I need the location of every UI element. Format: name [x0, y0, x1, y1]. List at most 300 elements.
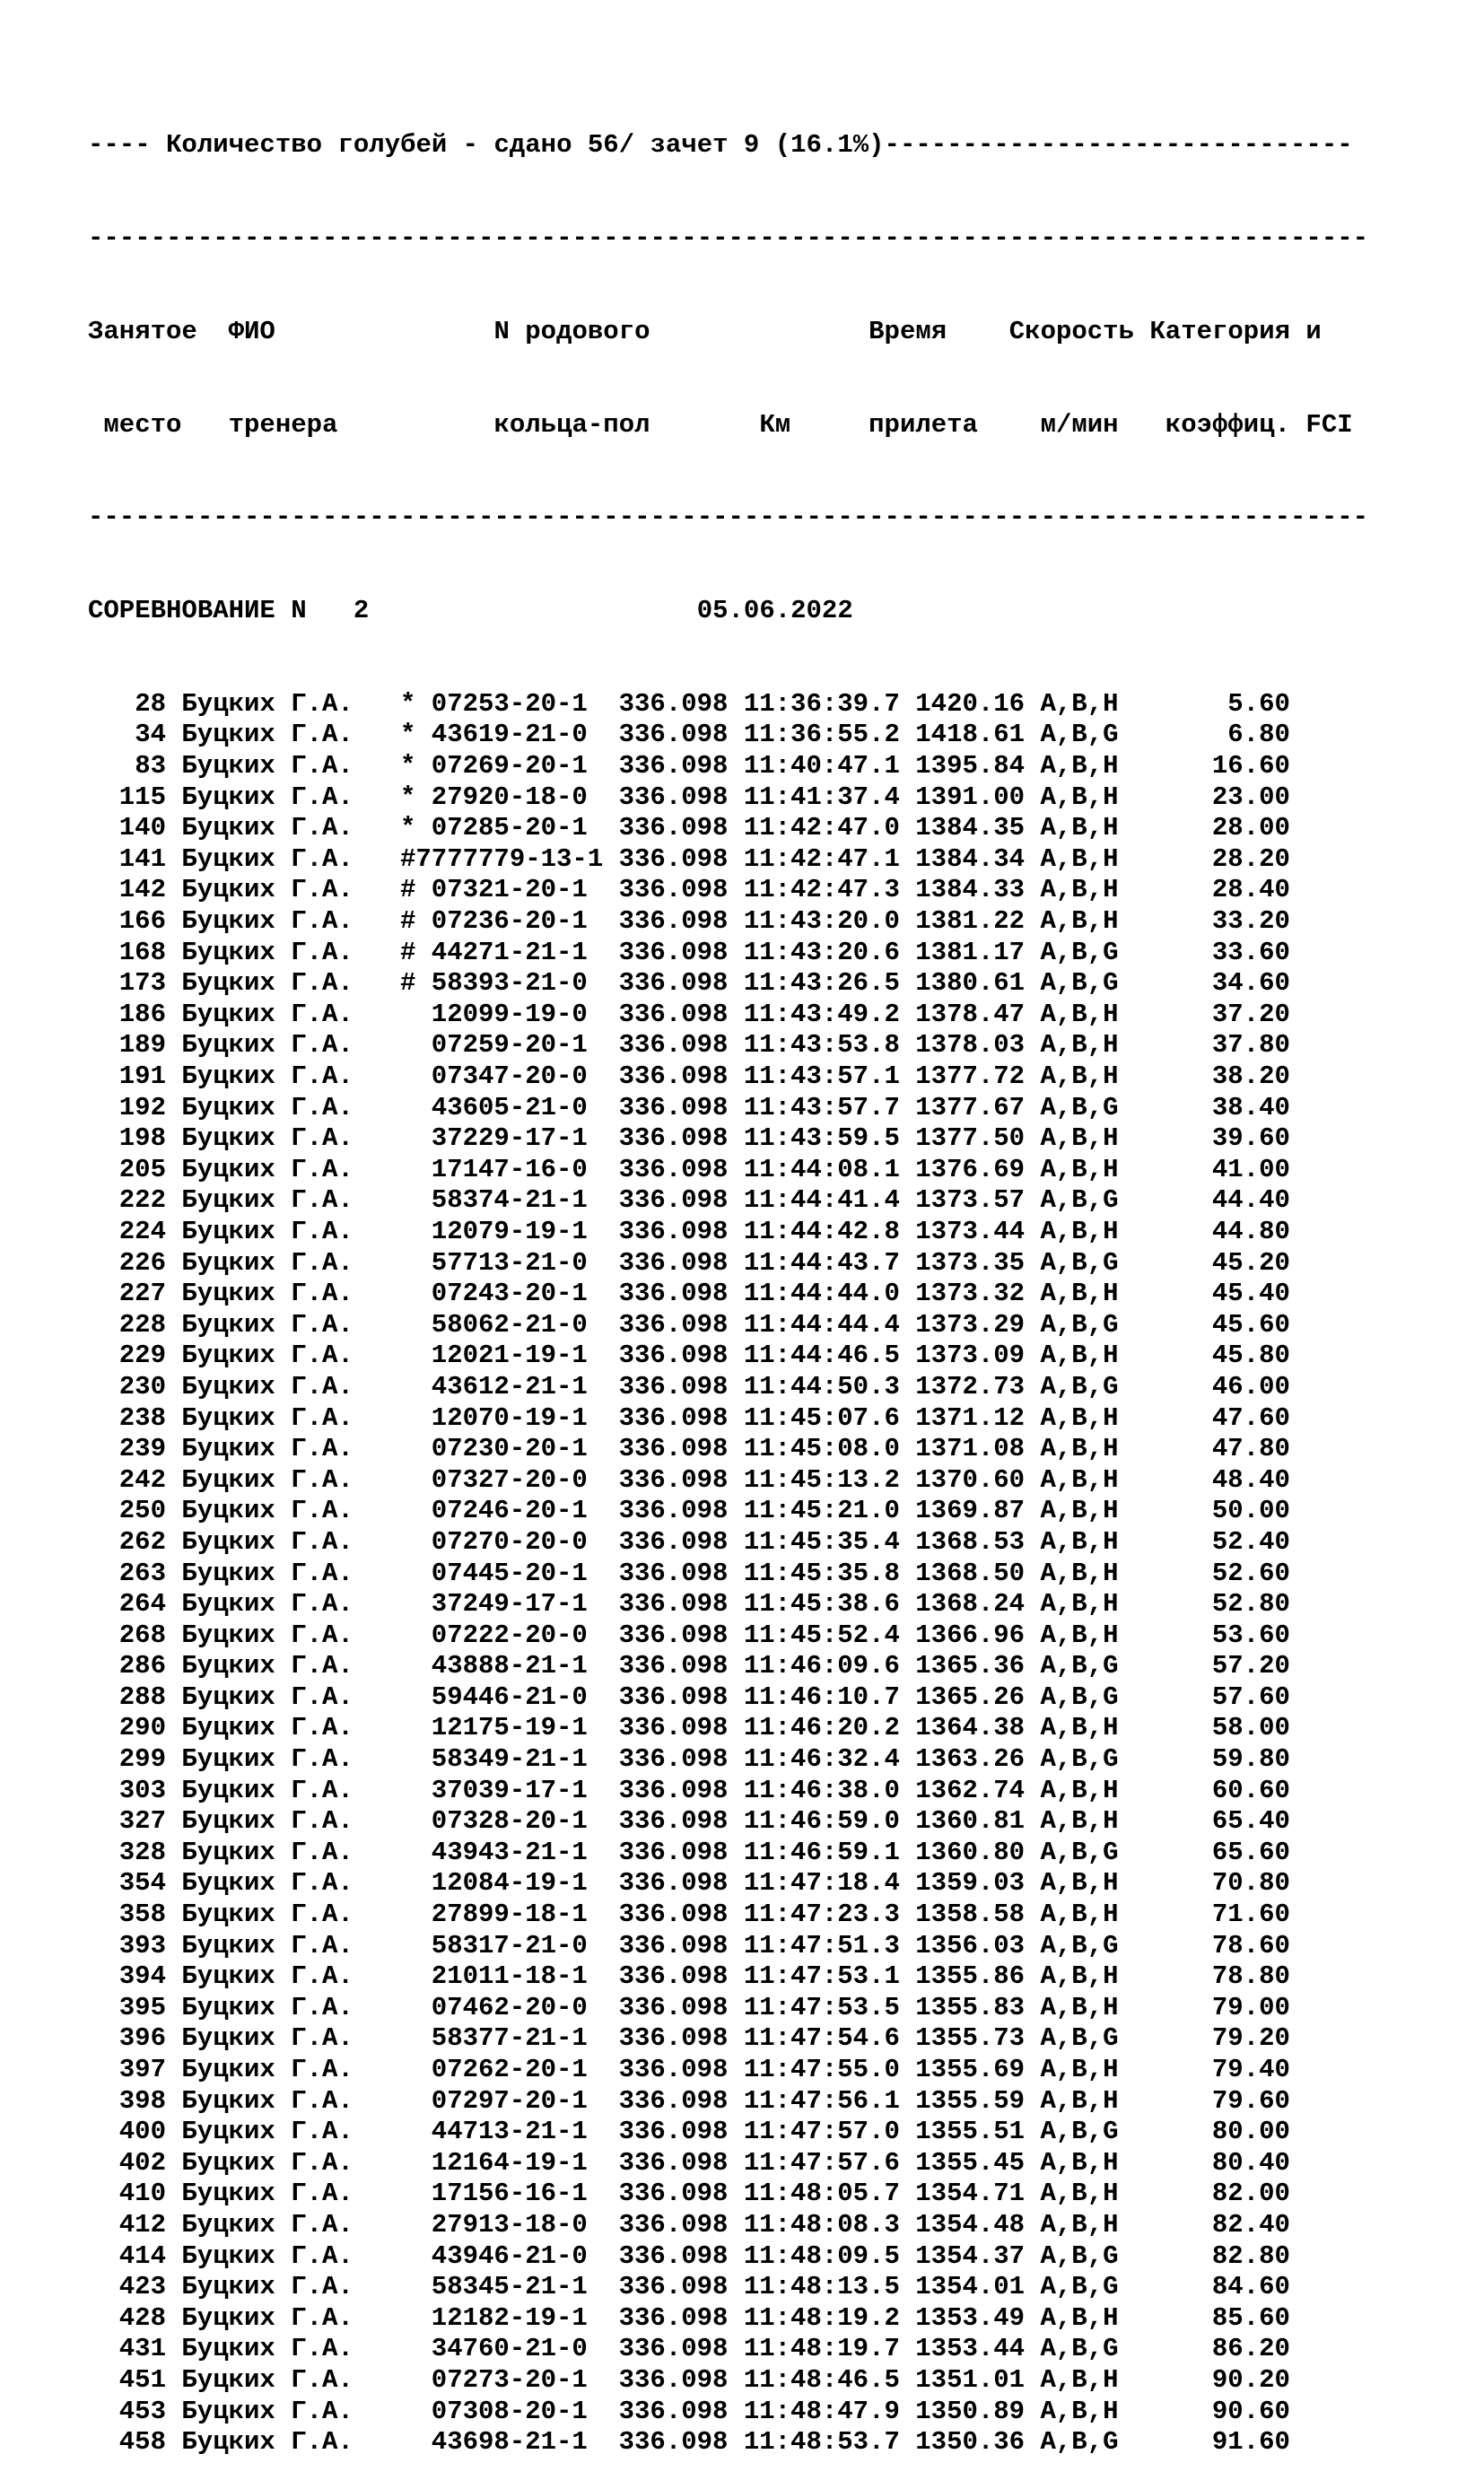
arrival-time-cell: 11:45:07.6	[743, 1402, 900, 1433]
fci-cell: 38.20	[1211, 1061, 1290, 1091]
category-cell: A,B,G	[1040, 720, 1119, 750]
speed-cell: 1355.51	[915, 2117, 1026, 2147]
category-cell: A,B,G	[1040, 2240, 1119, 2271]
arrival-time-cell: 11:43:59.5	[743, 1123, 900, 1154]
distance-cell: 336.098	[618, 1123, 729, 1154]
category-cell: A,B,H	[1040, 1402, 1119, 1433]
distance-cell: 336.098	[618, 1185, 729, 1216]
arrival-time-cell: 11:48:46.5	[743, 2364, 900, 2395]
table-row	[88, 1465, 1368, 1497]
place-cell: 397	[118, 2055, 166, 2084]
competition-section	[88, 596, 1368, 627]
header-separator-top: ----------------------------------------------------------------------------------	[88, 223, 1369, 253]
distance-cell: 336.098	[618, 2023, 729, 2054]
distance-cell: 336.098	[618, 2209, 729, 2240]
place-cell: 400	[118, 2117, 166, 2147]
place-cell: 239	[118, 1434, 166, 1464]
category-cell: A,B,H	[1040, 2147, 1119, 2178]
fci-cell: 33.60	[1211, 937, 1290, 967]
category-cell: A,B,G	[1040, 2427, 1119, 2458]
trainer-name-cell: Буцких Г.А.	[181, 1061, 354, 1091]
mark-cell: #	[400, 843, 416, 874]
fci-cell: 34.60	[1211, 968, 1290, 999]
ring-number-cell: 37039-17-1	[431, 1775, 588, 1805]
arrival-time-cell: 11:48:05.7	[743, 2179, 900, 2209]
table-row	[88, 1620, 1368, 1652]
ring-number-cell: 58374-21-1	[431, 1185, 588, 1216]
table-row	[88, 782, 1368, 814]
mark-cell: *	[400, 688, 416, 719]
speed-cell: 1373.29	[915, 1309, 1026, 1340]
speed-cell: 1360.80	[915, 1837, 1026, 1867]
place-cell: 410	[118, 2179, 166, 2209]
trainer-name-cell: Буцких Г.А.	[181, 1464, 354, 1495]
category-cell: A,B,H	[1040, 688, 1119, 719]
trainer-name-cell: Буцких Г.А.	[181, 1806, 354, 1837]
arrival-time-cell: 11:48:08.3	[743, 2209, 900, 2240]
category-cell: A,B,H	[1040, 1589, 1119, 1620]
arrival-time-cell: 11:44:43.7	[743, 1247, 900, 1278]
distance-cell: 336.098	[618, 2272, 729, 2302]
trainer-name-cell: Буцких Г.А.	[181, 1123, 354, 1154]
speed-cell: 1368.24	[915, 1589, 1026, 1620]
category-cell: A,B,H	[1040, 2396, 1119, 2426]
ring-number-cell: 43605-21-0	[431, 1092, 588, 1122]
speed-cell: 1373.35	[915, 1247, 1026, 1278]
arrival-time-cell: 11:44:42.8	[743, 1216, 900, 1246]
place-cell: 414	[118, 2240, 166, 2271]
category-cell: A,B,G	[1040, 968, 1119, 999]
table-row	[88, 844, 1368, 876]
table-row	[88, 1993, 1368, 2024]
ring-number-cell: 12079-19-1	[431, 1216, 588, 1246]
distance-cell: 336.098	[618, 1247, 729, 1278]
arrival-time-cell: 11:46:20.2	[743, 1713, 900, 1743]
fci-cell: 39.60	[1211, 1123, 1290, 1154]
table-row	[88, 1931, 1368, 1962]
place-cell: 431	[118, 2334, 166, 2364]
fci-cell: 41.00	[1211, 1154, 1290, 1184]
fci-cell: 44.80	[1211, 1216, 1290, 1246]
arrival-time-cell: 11:47:56.1	[743, 2085, 900, 2116]
category-cell: A,B,G	[1040, 2272, 1119, 2302]
arrival-time-cell: 11:36:39.7	[743, 688, 900, 719]
fci-cell: 90.60	[1211, 2396, 1290, 2426]
ring-number-cell: 07321-20-1	[431, 875, 588, 905]
distance-cell: 336.098	[618, 906, 729, 937]
trainer-name-cell: Буцких Г.А.	[181, 1247, 354, 1278]
arrival-time-cell: 11:46:38.0	[743, 1775, 900, 1805]
distance-cell: 336.098	[618, 2334, 729, 2364]
trainer-name-cell: Буцких Г.А.	[181, 1558, 354, 1588]
fci-cell: 65.60	[1211, 1837, 1290, 1867]
trainer-name-cell: Буцких Г.А.	[181, 1868, 354, 1899]
ring-number-cell: 43698-21-1	[431, 2427, 588, 2458]
distance-cell: 336.098	[618, 2302, 729, 2333]
category-cell: A,B,H	[1040, 1806, 1119, 1837]
category-cell: A,B,G	[1040, 937, 1119, 967]
ring-number-cell: 37229-17-1	[431, 1123, 588, 1154]
trainer-name-cell: Буцких Г.А.	[181, 906, 354, 937]
table-row	[88, 1341, 1368, 1372]
speed-cell: 1373.57	[915, 1185, 1026, 1216]
fci-cell: 82.00	[1211, 2179, 1290, 2209]
category-cell: A,B,H	[1040, 1061, 1119, 1091]
arrival-time-cell: 11:44:46.5	[743, 1341, 900, 1371]
results-table	[88, 689, 1368, 2458]
category-cell: A,B,H	[1040, 2364, 1119, 2395]
place-cell: 262	[118, 1526, 166, 1557]
trainer-name-cell: Буцких Г.А.	[181, 2179, 354, 2209]
trainer-name-cell: Буцких Г.А.	[181, 937, 354, 967]
ring-number-cell: 07462-20-0	[431, 1992, 588, 2022]
fci-cell: 52.40	[1211, 1526, 1290, 1557]
ring-number-cell: 58349-21-1	[431, 1744, 588, 1775]
trainer-name-cell: Буцких Г.А.	[181, 1341, 354, 1371]
category-cell: A,B,H	[1040, 1496, 1119, 1526]
category-cell: A,B,H	[1040, 1154, 1119, 1184]
distance-cell: 336.098	[618, 1434, 729, 1464]
speed-cell: 1354.71	[915, 2179, 1026, 2209]
trainer-name-cell: Буцких Г.А.	[181, 1620, 354, 1650]
place-cell: 198	[118, 1123, 166, 1154]
place-cell: 115	[118, 782, 166, 812]
distance-cell: 336.098	[618, 1464, 729, 1495]
arrival-time-cell: 11:44:50.3	[743, 1371, 900, 1402]
category-cell: A,B,H	[1040, 1775, 1119, 1805]
table-row	[88, 875, 1368, 906]
category-cell: A,B,G	[1040, 1930, 1119, 1961]
fci-cell: 28.20	[1211, 843, 1290, 874]
speed-cell: 1378.47	[915, 999, 1026, 1029]
arrival-time-cell: 11:40:47.1	[743, 751, 900, 782]
trainer-name-cell: Буцких Г.А.	[181, 875, 354, 905]
speed-cell: 1364.38	[915, 1713, 1026, 1743]
arrival-time-cell: 11:41:37.4	[743, 782, 900, 812]
category-cell: A,B,G	[1040, 1371, 1119, 1402]
category-cell: A,B,H	[1040, 1620, 1119, 1650]
arrival-time-cell: 11:36:55.2	[743, 720, 900, 750]
place-cell: 354	[118, 1868, 166, 1899]
table-row	[88, 2397, 1368, 2428]
speed-cell: 1384.35	[915, 813, 1026, 843]
ring-number-cell: 07308-20-1	[431, 2396, 588, 2426]
distance-cell: 336.098	[618, 1868, 729, 1899]
category-cell: A,B,G	[1040, 1185, 1119, 1216]
place-cell: 264	[118, 1589, 166, 1620]
table-row	[88, 1806, 1368, 1838]
mark-cell: #	[400, 968, 416, 999]
ring-number-cell: 07222-20-0	[431, 1620, 588, 1650]
table-row	[88, 1217, 1368, 1248]
trainer-name-cell: Буцких Г.А.	[181, 782, 354, 812]
arrival-time-cell: 11:48:13.5	[743, 2272, 900, 2302]
ring-number-cell: 12182-19-1	[431, 2302, 588, 2333]
distance-cell: 336.098	[618, 688, 729, 719]
arrival-time-cell: 11:48:47.9	[743, 2396, 900, 2426]
table-row	[88, 2086, 1368, 2118]
place-cell: 327	[118, 1806, 166, 1837]
table-row	[88, 1403, 1368, 1435]
speed-cell: 1369.87	[915, 1496, 1026, 1526]
table-row	[88, 2023, 1368, 2055]
trainer-name-cell: Буцких Г.А.	[181, 2302, 354, 2333]
category-cell: A,B,G	[1040, 2117, 1119, 2147]
fci-cell: 6.80	[1227, 720, 1290, 750]
arrival-time-cell: 11:45:21.0	[743, 1496, 900, 1526]
ring-number-cell: 07347-20-0	[431, 1061, 588, 1091]
arrival-time-cell: 11:43:57.7	[743, 1092, 900, 1122]
category-cell: A,B,H	[1040, 1900, 1119, 1930]
category-cell: A,B,H	[1040, 999, 1119, 1029]
fci-cell: 79.60	[1211, 2085, 1290, 2116]
category-cell: A,B,H	[1040, 1030, 1119, 1061]
table-row	[88, 2427, 1368, 2458]
trainer-name-cell: Буцких Г.А.	[181, 843, 354, 874]
speed-cell: 1350.89	[915, 2396, 1026, 2426]
arrival-time-cell: 11:42:47.0	[743, 813, 900, 843]
ring-number-cell: 12164-19-1	[431, 2147, 588, 2178]
distance-cell: 336.098	[618, 1775, 729, 1805]
results-document	[88, 68, 1368, 2489]
arrival-time-cell: 11:43:49.2	[743, 999, 900, 1029]
place-cell: 242	[118, 1464, 166, 1495]
category-cell: A,B,H	[1040, 1341, 1119, 1371]
trainer-name-cell: Буцких Г.А.	[181, 1992, 354, 2022]
distance-cell: 336.098	[618, 1930, 729, 1961]
arrival-time-cell: 11:48:19.7	[743, 2334, 900, 2364]
place-cell: 412	[118, 2209, 166, 2240]
table-row	[88, 1713, 1368, 1744]
trainer-name-cell: Буцких Г.А.	[181, 1309, 354, 1340]
speed-cell: 1365.26	[915, 1681, 1026, 1712]
place-cell: 166	[118, 906, 166, 937]
ring-number-cell: 43612-21-1	[431, 1371, 588, 1402]
table-row	[88, 2272, 1368, 2303]
distance-cell: 336.098	[618, 2240, 729, 2271]
category-cell: A,B,G	[1040, 1837, 1119, 1867]
distance-cell: 336.098	[618, 1279, 729, 1309]
speed-cell: 1420.16	[915, 688, 1026, 719]
speed-cell: 1391.00	[915, 782, 1026, 812]
ring-number-cell: 07230-20-1	[431, 1434, 588, 1464]
table-row	[88, 1900, 1368, 1931]
speed-cell: 1355.86	[915, 1961, 1026, 1992]
arrival-time-cell: 11:46:59.0	[743, 1806, 900, 1837]
distance-cell: 336.098	[618, 2179, 729, 2209]
arrival-time-cell: 11:47:18.4	[743, 1868, 900, 1899]
arrival-time-cell: 11:44:44.4	[743, 1309, 900, 1340]
distance-cell: 336.098	[618, 1341, 729, 1371]
table-row	[88, 2179, 1368, 2210]
fci-cell: 79.20	[1211, 2023, 1290, 2054]
competition-date: 05.06.2022	[696, 596, 853, 626]
table-row	[88, 2334, 1368, 2365]
ring-number-cell: 07273-20-1	[431, 2364, 588, 2395]
distance-cell: 336.098	[618, 843, 729, 874]
trainer-name-cell: Буцких Г.А.	[181, 2085, 354, 2116]
trainer-name-cell: Буцких Г.А.	[181, 720, 354, 750]
speed-cell: 1373.09	[915, 1341, 1026, 1371]
category-cell: A,B,H	[1040, 906, 1119, 937]
distance-cell: 336.098	[618, 2085, 729, 2116]
speed-cell: 1356.03	[915, 1930, 1026, 1961]
place-cell: 458	[118, 2427, 166, 2458]
table-row	[88, 1279, 1368, 1310]
ring-number-cell: 27920-18-0	[431, 782, 588, 812]
trainer-name-cell: Буцких Г.А.	[181, 1185, 354, 1216]
arrival-time-cell: 11:46:09.6	[743, 1651, 900, 1681]
mark-cell: #	[400, 906, 416, 937]
category-cell: A,B,H	[1040, 782, 1119, 812]
distance-cell: 336.098	[618, 968, 729, 999]
fci-cell: 37.80	[1211, 1030, 1290, 1061]
category-cell: A,B,H	[1040, 2179, 1119, 2209]
speed-cell: 1381.17	[915, 937, 1026, 967]
fci-cell: 48.40	[1211, 1464, 1290, 1495]
fci-cell: 70.80	[1211, 1868, 1290, 1899]
place-cell: 228	[118, 1309, 166, 1340]
trainer-name-cell: Буцких Г.А.	[181, 1371, 354, 1402]
arrival-time-cell: 11:43:20.0	[743, 906, 900, 937]
distance-cell: 336.098	[618, 1900, 729, 1930]
category-cell: A,B,G	[1040, 1651, 1119, 1681]
fci-cell: 37.20	[1211, 999, 1290, 1029]
ring-number-cell: 07285-20-1	[431, 813, 588, 843]
category-cell: A,B,H	[1040, 1526, 1119, 1557]
fci-cell: 84.60	[1211, 2272, 1290, 2302]
place-cell: 227	[118, 1279, 166, 1309]
trainer-name-cell: Буцких Г.А.	[181, 1496, 354, 1526]
category-cell: A,B,H	[1040, 1868, 1119, 1899]
category-cell: A,B,H	[1040, 2209, 1119, 2240]
table-row	[88, 2117, 1368, 2148]
place-cell: 428	[118, 2302, 166, 2333]
distance-cell: 336.098	[618, 1061, 729, 1091]
place-cell: 229	[118, 1341, 166, 1371]
place-cell: 173	[118, 968, 166, 999]
trainer-name-cell: Буцких Г.А.	[181, 1681, 354, 1712]
arrival-time-cell: 11:48:09.5	[743, 2240, 900, 2271]
distance-cell: 336.098	[618, 1992, 729, 2022]
fci-cell: 86.20	[1211, 2334, 1290, 2364]
distance-cell: 336.098	[618, 1651, 729, 1681]
speed-cell: 1354.37	[915, 2240, 1026, 2271]
speed-cell: 1381.22	[915, 906, 1026, 937]
trainer-name-cell: Буцких Г.А.	[181, 2396, 354, 2426]
table-row	[88, 1776, 1368, 1807]
fci-cell: 45.80	[1211, 1341, 1290, 1371]
fci-cell: 79.00	[1211, 1992, 1290, 2022]
distance-cell: 336.098	[618, 937, 729, 967]
ring-number-cell: 43888-21-1	[431, 1651, 588, 1681]
trainer-name-cell: Буцких Г.А.	[181, 2272, 354, 2302]
table-row	[88, 1434, 1368, 1465]
arrival-time-cell: 11:42:47.3	[743, 875, 900, 905]
arrival-time-cell: 11:48:53.7	[743, 2427, 900, 2458]
distance-cell: 336.098	[618, 1837, 729, 1867]
arrival-time-cell: 11:46:59.1	[743, 1837, 900, 1867]
category-cell: A,B,H	[1040, 751, 1119, 782]
ring-number-cell: 34760-21-0	[431, 2334, 588, 2364]
fci-cell: 45.40	[1211, 1279, 1290, 1309]
distance-cell: 336.098	[618, 2147, 729, 2178]
speed-cell: 1350.36	[915, 2427, 1026, 2458]
place-cell: 358	[118, 1900, 166, 1930]
speed-cell: 1363.26	[915, 1744, 1026, 1775]
speed-cell: 1373.44	[915, 1216, 1026, 1246]
speed-cell: 1371.12	[915, 1402, 1026, 1433]
trainer-name-cell: Буцких Г.А.	[181, 1434, 354, 1464]
distance-cell: 336.098	[618, 875, 729, 905]
speed-cell: 1377.72	[915, 1061, 1026, 1091]
ring-number-cell: 44271-21-1	[431, 937, 588, 967]
distance-cell: 336.098	[618, 2117, 729, 2147]
ring-number-cell: 12084-19-1	[431, 1868, 588, 1899]
place-cell: 263	[118, 1558, 166, 1588]
trainer-name-cell: Буцких Г.А.	[181, 1589, 354, 1620]
speed-cell: 1365.36	[915, 1651, 1026, 1681]
ring-number-cell: 27913-18-0	[431, 2209, 588, 2240]
trainer-name-cell: Буцких Г.А.	[181, 1713, 354, 1743]
arrival-time-cell: 11:47:57.6	[743, 2147, 900, 2178]
fci-cell: 28.00	[1211, 813, 1290, 843]
category-cell: A,B,G	[1040, 1247, 1119, 1278]
trainer-name-cell: Буцких Г.А.	[181, 1744, 354, 1775]
trainer-name-cell: Буцких Г.А.	[181, 813, 354, 843]
place-cell: 142	[118, 875, 166, 905]
place-cell: 224	[118, 1216, 166, 1246]
place-cell: 140	[118, 813, 166, 843]
ring-number-cell: 17147-16-0	[431, 1154, 588, 1184]
ring-number-cell: 12099-19-0	[431, 999, 588, 1029]
table-row	[88, 1310, 1368, 1341]
fci-cell: 45.20	[1211, 1247, 1290, 1278]
distance-cell: 336.098	[618, 2427, 729, 2458]
table-row	[88, 2365, 1368, 2397]
speed-cell: 1370.60	[915, 1464, 1026, 1495]
place-cell: 226	[118, 1247, 166, 1278]
speed-cell: 1354.48	[915, 2209, 1026, 2240]
category-cell: A,B,H	[1040, 1961, 1119, 1992]
table-row	[88, 1123, 1368, 1155]
place-cell: 394	[118, 1961, 166, 1992]
category-cell: A,B,G	[1040, 1681, 1119, 1712]
arrival-time-cell: 11:43:26.5	[743, 968, 900, 999]
distance-cell: 336.098	[618, 1496, 729, 1526]
fci-cell: 23.00	[1211, 782, 1290, 812]
fci-cell: 28.40	[1211, 875, 1290, 905]
table-header-line-1: Занятое ФИО N родового Время Скорость Категория и	[88, 316, 1322, 346]
ring-number-cell: 27899-18-1	[431, 1900, 588, 1930]
table-row	[88, 968, 1368, 1000]
ring-number-cell: 58393-21-0	[431, 968, 588, 999]
speed-cell: 1378.03	[915, 1030, 1026, 1061]
trainer-name-cell: Буцких Г.А.	[181, 1775, 354, 1805]
ring-number-cell: 07236-20-1	[431, 906, 588, 937]
table-header-line-2: место тренера кольца-пол Км прилета м/мин коэффиц. FCI	[88, 409, 1353, 440]
place-cell: 238	[118, 1402, 166, 1433]
table-row	[88, 2148, 1368, 2179]
distance-cell: 336.098	[618, 1154, 729, 1184]
ring-number-cell: 07328-20-1	[431, 1806, 588, 1837]
trainer-name-cell: Буцких Г.А.	[181, 1279, 354, 1309]
trainer-name-cell: Буцких Г.А.	[181, 751, 354, 782]
ring-number-cell: 58317-21-0	[431, 1930, 588, 1961]
trainer-name-cell: Буцких Г.А.	[181, 2334, 354, 2364]
speed-cell: 1366.96	[915, 1620, 1026, 1650]
arrival-time-cell: 11:48:19.2	[743, 2302, 900, 2333]
